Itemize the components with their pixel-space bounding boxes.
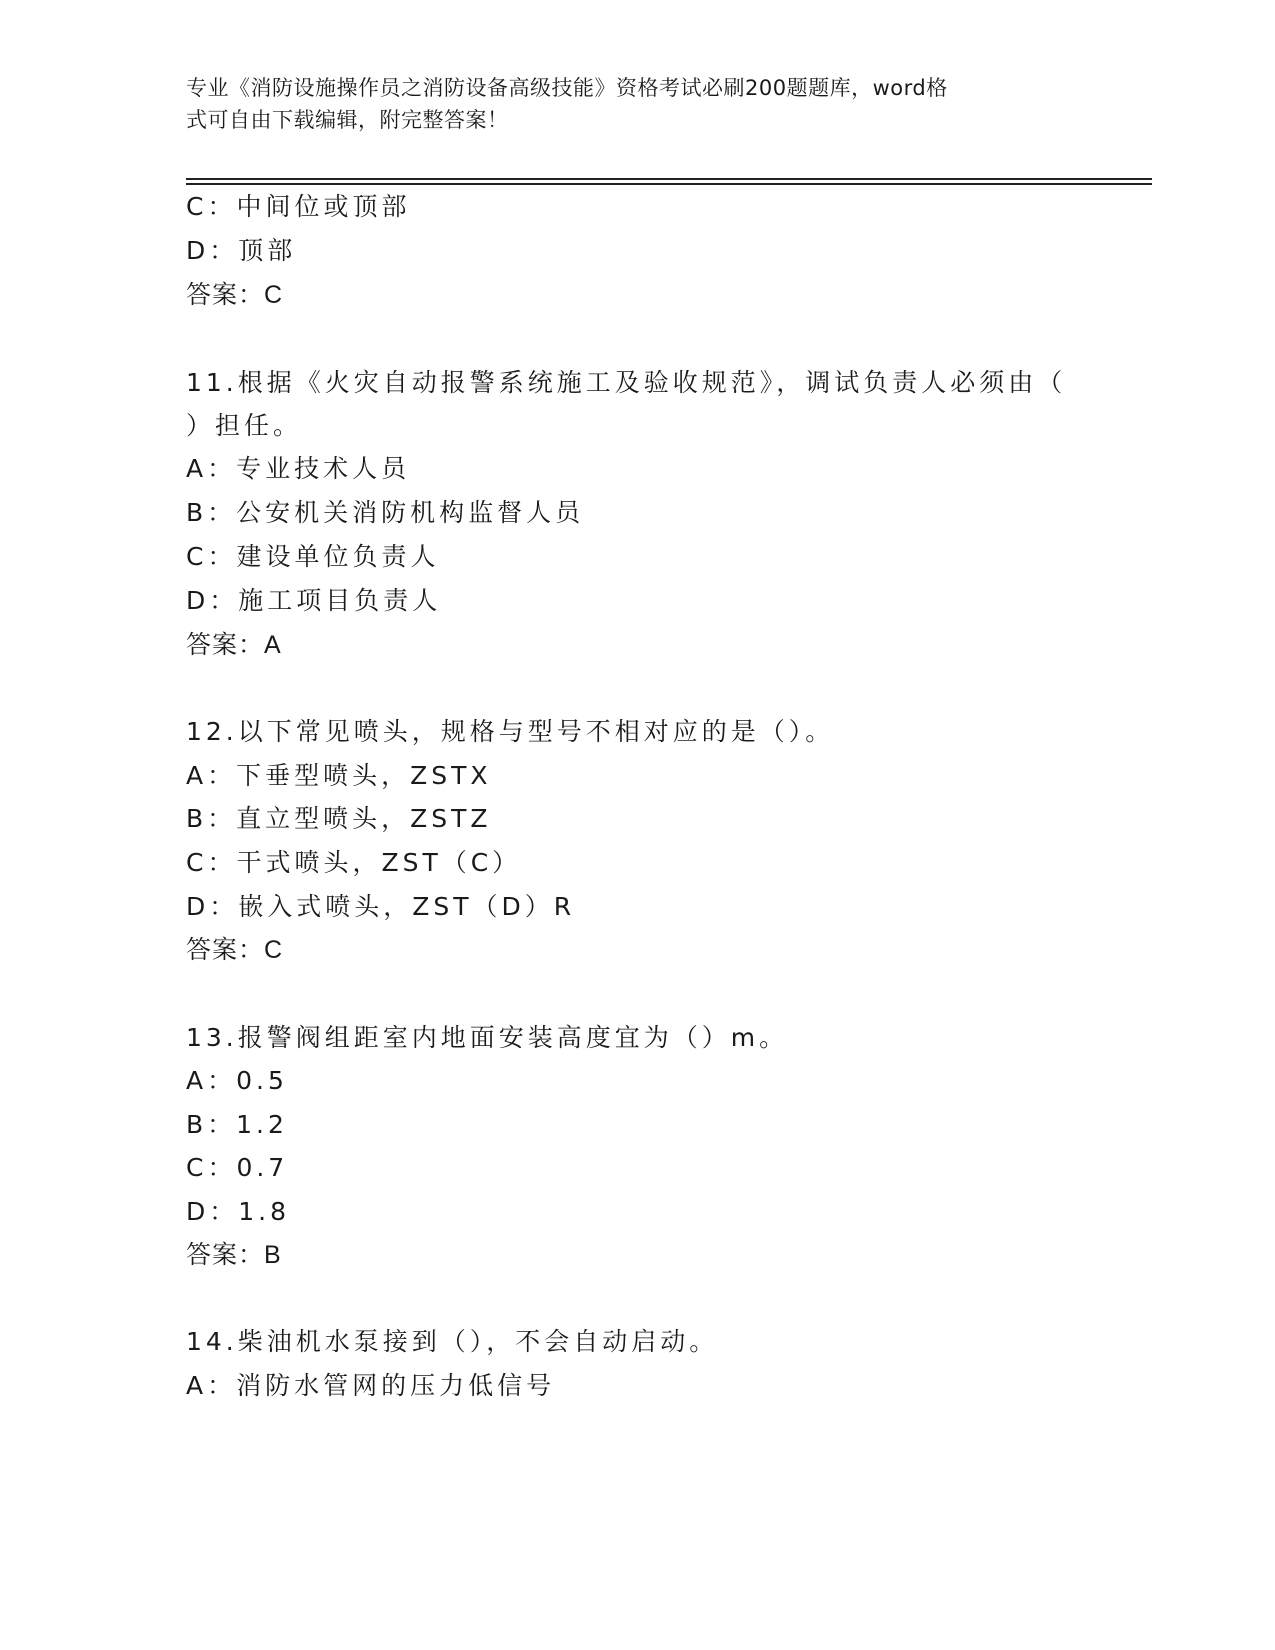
answer: 答案：C xyxy=(186,936,284,964)
option-a: A：消防水管网的压力低信号 xyxy=(186,1371,556,1400)
question-stem: ）担任。 xyxy=(186,411,303,440)
option-a: A：下垂型喷头，ZSTX xyxy=(186,761,492,790)
option-a: A：0.5 xyxy=(186,1066,288,1095)
question-stem: 11.根据《火灾自动报警系统施工及验收规范》，调试负责人必须由（ xyxy=(186,368,1067,397)
option-d: D：1.8 xyxy=(186,1197,291,1226)
option-b: B：直立型喷头，ZSTZ xyxy=(186,804,492,833)
page-header: 专业《消防设施操作员之消防设备高级技能》资格考试必刷200题题库，word格 式可自由下载编辑，附完整答案！ xyxy=(186,76,948,132)
question-stem: 12.以下常见喷头，规格与型号不相对应的是（）。 xyxy=(186,717,835,746)
option-d: D：施工项目负责人 xyxy=(186,586,442,615)
option-b: B：公安机关消防机构监督人员 xyxy=(186,498,585,527)
option-d: D：嵌入式喷头，ZST（D）R xyxy=(186,892,576,921)
option-b: B：1.2 xyxy=(186,1110,288,1139)
answer: 答案：A xyxy=(186,631,282,659)
option-a: A：专业技术人员 xyxy=(186,454,411,483)
header-divider-top xyxy=(186,178,1152,180)
option-c: C：建设单位负责人 xyxy=(186,542,440,571)
question-stem: 14.柴油机水泵接到（），不会自动启动。 xyxy=(186,1327,719,1356)
question-stem: 13.报警阀组距室内地面安装高度宜为（）m。 xyxy=(186,1023,789,1052)
option-d: D：顶部 xyxy=(186,236,297,265)
header-divider-bottom xyxy=(186,183,1152,185)
option-c: C：干式喷头，ZST（C） xyxy=(186,848,522,877)
option-c: C：中间位或顶部 xyxy=(186,192,411,221)
answer: 答案：B xyxy=(186,1241,282,1269)
option-c: C：0.7 xyxy=(186,1153,289,1182)
answer: 答案：C xyxy=(186,281,284,309)
